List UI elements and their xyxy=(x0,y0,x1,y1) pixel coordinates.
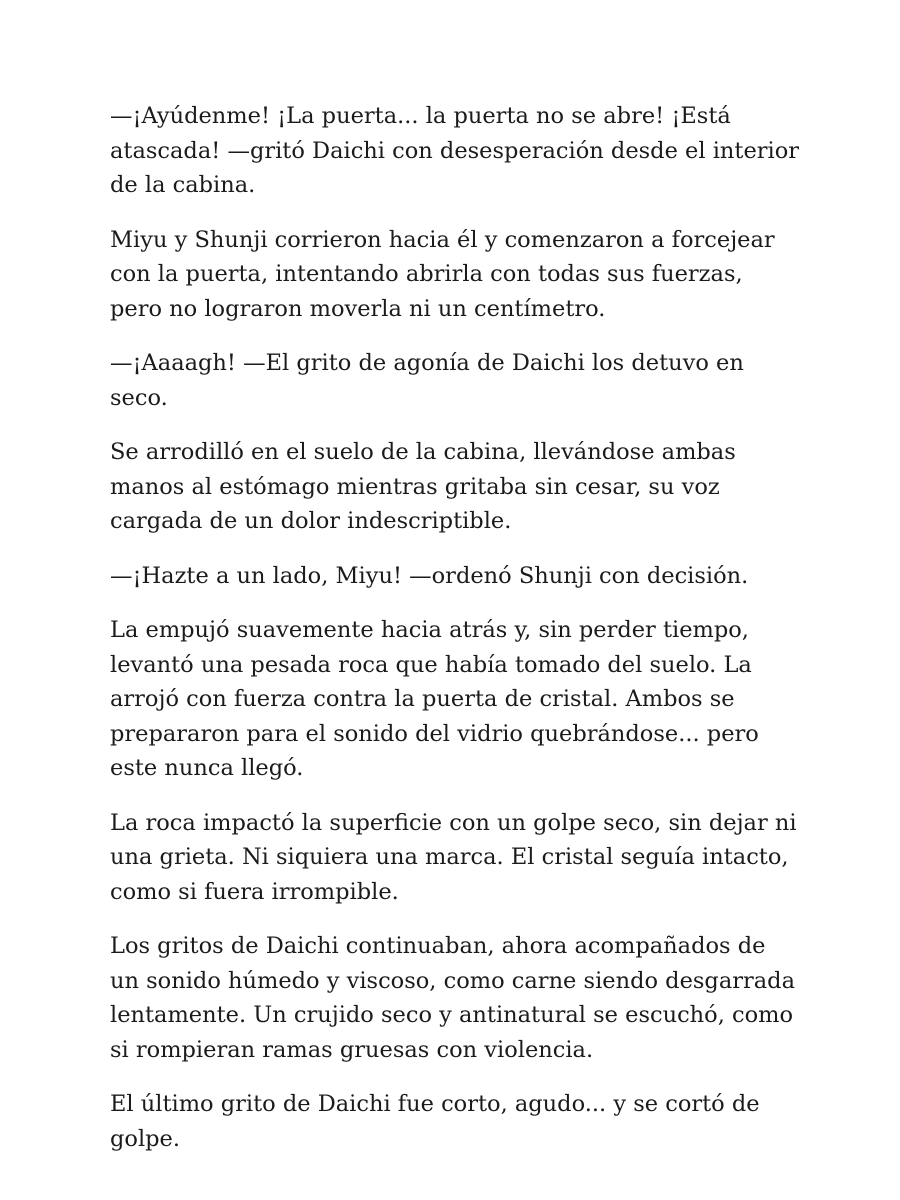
paragraph-3: —¡Aaaagh! —El grito de agonía de Daichi los detuvo en seco. xyxy=(110,350,744,411)
text-body xyxy=(110,99,800,1176)
paragraph-6: La empujó suavemente hacia atrás y, sin perder tiempo, levantó una pesada roca que había tomado del suelo. La arrojó con fuerza contra la puerta de cristal. Ambos se prepararon para el sonido del vidrio quebrándose... pero este nunca llegó. xyxy=(110,617,759,781)
paragraph-1: —¡Ayúdenme! ¡La puerta... la puerta no se abre! ¡Está atascada! —gritó Daichi con desesperación desde el interior de la cabina. xyxy=(110,103,800,198)
paragraph-9: El último grito de Daichi fue corto, agudo... y se cortó de golpe. xyxy=(110,1091,760,1152)
paragraph-4: Se arrodilló en el suelo de la cabina, llevándose ambas manos al estómago mientras gritaba sin cesar, su voz cargada de un dolor indescriptible. xyxy=(110,439,736,534)
paragraph-2: Miyu y Shunji corrieron hacia él y comenzaron a forcejear con la puerta, intentando abrirla con todas sus fuerzas, pero no lograron moverla ni un centímetro. xyxy=(110,226,775,322)
paragraph-8: Los gritos de Daichi continuaban, ahora acompañados de un sonido húmedo y viscoso, como carne siendo desgarrada lentamente. Un crujido seco y antinatural se escuchó, como si rompieran ramas gruesas con violencia. xyxy=(110,933,795,1063)
paragraph-7: La roca impactó la superficie con un golpe seco, sin dejar ni una grieta. Ni siquiera una marca. El cristal seguía intacto, como si fuera irrompible. xyxy=(110,809,797,905)
paragraph-5: —¡Hazte a un lado, Miyu! —ordenó Shunji con decisión. xyxy=(110,562,749,589)
